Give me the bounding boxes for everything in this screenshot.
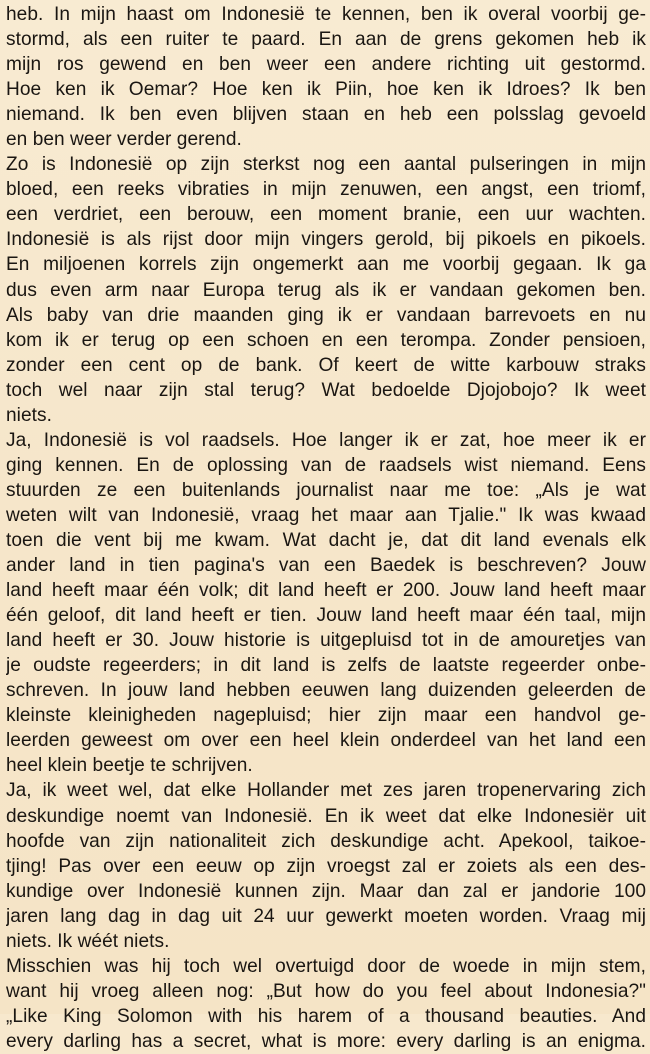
text-line: heel klein beetje te schrijven. bbox=[6, 755, 253, 777]
paragraph bbox=[6, 152, 646, 428]
text-line: schreven. In jouw land hebben eeuwen lang duizenden geleerden de bbox=[6, 680, 646, 702]
text-line: stormd, als een ruiter te paard. En aan de grens gekomen heb ik bbox=[6, 29, 646, 51]
text-line: tjing! Pas over een eeuw op zijn vroegst zal er zoiets als een des- bbox=[6, 855, 646, 877]
text-line: een verdriet, een berouw, een moment branie, een uur wachten. bbox=[6, 204, 646, 226]
text-line: je oudste regeerders; in dit land is zelfs de laatste regeerder onbe- bbox=[6, 655, 646, 677]
text-line: één geloof, dit land heeft er tien. Jouw land heeft maar één taal, mijn bbox=[6, 605, 646, 627]
text-line: bloed, een reeks vibraties in mijn zenuwen, een angst, een triomf, bbox=[6, 179, 646, 201]
text-line: stuurden ze een buitenlands journalist naar me toe: „Als je wat bbox=[6, 479, 646, 501]
paragraph bbox=[6, 2, 646, 152]
text-line: weten wilt van Indonesië, vraag het maar aan Tjalie." Ik was kwaad bbox=[6, 504, 646, 526]
text-line: mijn ros gewend en ben weer een andere richting uit gestormd. bbox=[6, 54, 646, 76]
text-line: land heeft er 30. Jouw historie is uitgepluisd tot in de amouretjes van bbox=[6, 630, 646, 652]
text-line: jaren lang dag in dag uit 24 uur gewerkt moeten worden. Vraag mij bbox=[6, 905, 646, 927]
text-line: kundige over Indonesië kunnen zijn. Maar dan zal er jandorie 100 bbox=[6, 880, 646, 902]
text-line: Ja, ik weet wel, dat elke Hollander met zes jaren tropenervaring zich bbox=[6, 780, 646, 802]
text-line: en ben weer verder gerend. bbox=[6, 129, 242, 151]
text-line: dus even arm naar Europa terug als ik er vandaan gekomen ben. bbox=[6, 279, 646, 301]
text-line: Zo is Indonesië op zijn sterkst nog een aantal pulseringen in mijn bbox=[6, 154, 646, 176]
text-line: land heeft maar één volk; dit land heeft er 200. Jouw land heeft maar bbox=[6, 580, 646, 602]
text-line: toen die vent bij me kwam. Wat dacht je, dat dit land evenals elk bbox=[6, 529, 646, 551]
text-line: niets. Ik wéét niets. bbox=[6, 930, 170, 952]
text-line: Indonesië is als rijst door mijn vingers gerold, bij pikoels en pikoels. bbox=[6, 229, 646, 251]
paragraph bbox=[6, 954, 646, 1054]
text-line: zonder een cent op de bank. Of keert de witte karbouw straks bbox=[6, 354, 646, 376]
paragraph bbox=[6, 428, 646, 779]
text-line: ging kennen. En de oplossing van de raadsels wist niemand. Eens bbox=[6, 454, 646, 476]
text-line: want hij vroeg alleen nog: „But how do you feel about Indonesia?" bbox=[6, 980, 646, 1002]
text-line: „Like King Solomon with his harem of a thousand beauties. And bbox=[6, 1005, 646, 1027]
text-line: ander land in tien pagina's van een Baedek is beschreven? Jouw bbox=[6, 555, 646, 577]
text-line: niemand. Ik ben even blijven staan en heb een polsslag gevoeld bbox=[6, 104, 646, 126]
text-line: toch wel naar zijn stal terug? Wat bedoelde Djojobojo? Ik weet bbox=[6, 379, 646, 401]
text-line: Ja, Indonesië is vol raadsels. Hoe langer ik er zat, hoe meer ik er bbox=[6, 429, 646, 451]
text-line: kleinste kleinigheden nagepluisd; hier zijn maar een handvol ge- bbox=[6, 705, 646, 727]
text-line: Hoe ken ik Oemar? Hoe ken ik Piin, hoe ken ik Idroes? Ik ben bbox=[6, 79, 646, 101]
text-line: heb. In mijn haast om Indonesië te kennen, ben ik overal voorbij ge- bbox=[6, 4, 646, 25]
text-line: leerden geweest om over een heel klein onderdeel van het land een bbox=[6, 730, 646, 752]
text-line: Misschien was hij toch wel overtuigd door de woede in mijn stem, bbox=[6, 955, 646, 977]
text-line: every darling has a secret, what is more: every darling is an enigma. bbox=[6, 1030, 646, 1052]
body-text bbox=[6, 2, 646, 1054]
text-line: Als baby van drie maanden ging ik er vandaan barrevoets en nu bbox=[6, 304, 646, 326]
text-line: hoofde van zijn nationaliteit zich deskundige acht. Apekool, taikoe- bbox=[6, 830, 646, 852]
text-line: En miljoenen korrels zijn ongemerkt aan me voorbij gegaan. Ik ga bbox=[6, 254, 646, 276]
text-line: kom ik er terug op een schoen en een terompa. Zonder pensioen, bbox=[6, 329, 646, 351]
text-line: deskundige noemt van Indonesië. En ik weet dat elke Indonesiër uit bbox=[6, 805, 646, 827]
text-line: niets. bbox=[6, 404, 52, 426]
paragraph bbox=[6, 778, 646, 953]
